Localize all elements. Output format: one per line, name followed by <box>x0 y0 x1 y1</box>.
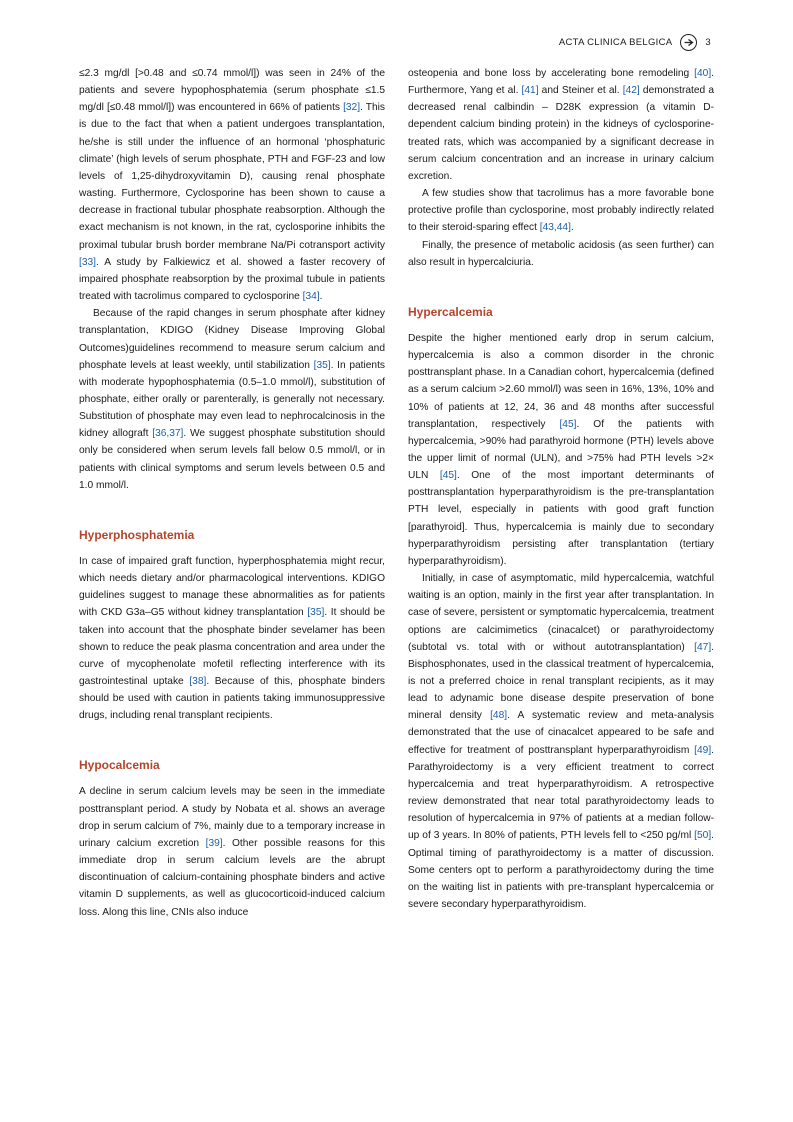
citation-link[interactable]: [36,37] <box>152 428 184 440</box>
paragraph-text: . Of the patients with hypercalcemia, >90% had parathyroid hormone (PTH) levels above the upper limit of normal (ULN), and >75% had PTH levels >2× ULN <box>408 418 714 482</box>
paragraph-text: . Bisphosphonates, used in the classical treatment of hypercalcemia, is not a preferred choice in renal transplant recipients, as it may lead to adynamic bone disease despite preservation of bone mineral density <box>408 641 714 722</box>
citation-link[interactable]: [47] <box>694 641 712 653</box>
paragraph <box>408 570 714 913</box>
paragraph-text: Finally, the presence of metabolic acidosis (as seen further) can also result in hypercalciuria. <box>408 239 714 268</box>
right-column <box>408 65 714 913</box>
section-heading-hypercalcemia: Hypercalcemia <box>408 304 493 319</box>
citation-link[interactable]: [41] <box>521 85 539 97</box>
paragraph-text: Initially, in case of asymptomatic, mild hypercalcemia, watchful waiting is an option, mainly in the first year after transplantation. In case of severe, persistent or symptomatic hypercalcemia, treatment options are calcimimetics (cinacalcet) or parathyroidectomy (subtotal vs. total with or without autotransplantation) <box>408 573 714 653</box>
paragraph-text: In case of impaired graft function, hyperphosphatemia might recur, which needs dietary and/or pharmacological interventions. KDIGO guidelines suggest to manage these abnormalities as for patients with CKD G3a–G5 without kidney transplantation <box>79 555 385 619</box>
citation-link[interactable]: [42] <box>622 85 640 97</box>
citation-link[interactable]: [34] <box>302 291 320 303</box>
paragraph-text: . Parathyroidectomy is a very efficient treatment to correct hypercalcemia and treat hyperparathyroidism. A retrospective review demonstrated that near total parathyroidectomy leads to resolution of hypercalcemia in 97% of patients at a median follow-up of 3 years. In 80% of patients, PTH levels fell to <250 pg/ml <box>408 744 714 842</box>
paragraph-text: A few studies show that tacrolimus has a more favorable bone protective profile than cyclosporine, most probably indirectly related to their steroid-sparing effect <box>408 188 714 234</box>
paragraph-text: . We suggest phosphate substitution should only be considered when serum levels fall below 0.5 mmol/l, or in patients with clinical symptoms and serum levels between 0.5 and 1.0 mmol/l. <box>79 428 385 491</box>
citation-link[interactable]: [49] <box>694 744 712 756</box>
citation-link[interactable]: [32] <box>343 102 361 114</box>
journal-logo-icon <box>680 34 697 51</box>
citation-link[interactable]: [38] <box>189 676 207 687</box>
paragraph <box>79 553 385 725</box>
citation-link[interactable]: [45] <box>439 470 457 482</box>
section-heading-hyperphosphatemia: Hyperphosphatemia <box>79 527 195 542</box>
left-column <box>79 65 385 921</box>
paragraph-text: . A study by Falkiewicz et al. showed a faster recovery of impaired phosphate reabsorption by the proximal tubule in patients treated with tacrolimus compared to cyclosporine <box>79 256 385 303</box>
paragraph-text: . A systematic review and meta-analysis demonstrated that the use of cinacalcet appeared to be safe and effective for treatment of posttransplant hyperparathyroidism <box>408 710 714 756</box>
citation-link[interactable]: [50] <box>694 830 712 842</box>
paragraph <box>408 330 714 570</box>
paragraph <box>408 237 714 271</box>
paragraph-text: Because of the rapid changes in serum phosphate after kidney transplantation, KDIGO (Kidney Disease Improving Global Outcomes)guidelines recommend to measure serum calcium and phosphate levels at least weekly, until stabilization <box>79 308 385 371</box>
paragraph-text: ≤2.3 mg/dl [>0.48 and ≤0.74 mmol/l]) was seen in 24% of the patients and severe hypophosphatemia (serum phosphate ≤1.5 mg/dl [≤0.48 mmol/l]) was encountered in 66% of patients <box>79 68 385 114</box>
citation-link[interactable]: [35] <box>307 607 325 619</box>
paragraph-text: A decline in serum calcium levels may be seen in the immediate posttransplant period. A study by Nobata et al. shows an average drop in serum calcium of 7%, mainly due to a temporary increase in urinary calcium excretion <box>79 786 385 849</box>
paragraph-text: . Furthermore, Yang et al. <box>408 68 714 97</box>
page-number: 3 <box>705 37 711 48</box>
paragraph-text: . One of the most important determinants of posttransplantation hyperparathyroidism is the pre-transplantation PTH level, especially in patients with good graft function [parathyroid]. Thus, hypercalcemia is mainly due to secondary hyperparathyroidism persisting after transplantation (tertiary hyperparathyroidism). <box>408 470 714 567</box>
paragraph <box>79 783 385 920</box>
paragraph-text: and Steiner et al. <box>538 85 623 97</box>
citation-link[interactable]: [33] <box>79 256 96 268</box>
paragraph-text: osteopenia and bone loss by accelerating bone remodeling <box>408 68 695 79</box>
paragraph-text: . Other possible reasons for this immediate drop in serum calcium levels are the abrupt discontinuation of calcium-containing phosphate binders and active vitamin D supplements, as well as glucocorticoid-induced calcium loss. Along this line, CNIs also induce <box>79 837 386 918</box>
paragraph-text: . In patients with moderate hypophosphatemia (0.5–1.0 mmol/l), substitution of phosphate, either orally or parenterally, is generally not necessary. Substitution of phosphate may even lead to nephrocalcinosis in the kidney allograft <box>79 359 385 440</box>
paragraph <box>79 65 385 305</box>
citation-link[interactable]: [48] <box>490 710 508 722</box>
citation-link[interactable]: [45] <box>559 418 577 430</box>
citation-link[interactable]: [39] <box>205 837 223 849</box>
paragraph-text: . <box>319 291 323 303</box>
journal-title: ACTA CLINICA BELGICA <box>558 37 673 48</box>
citation-link[interactable]: [35] <box>313 359 331 371</box>
citation-link[interactable]: [40] <box>694 68 712 79</box>
paragraph <box>408 65 714 185</box>
paragraph-text: Despite the higher mentioned early drop in serum calcium, hypercalcemia is also a common disorder in the chronic posttransplant phase. In a Canadian cohort, hypercalcemia (defined as a serum calcium >2.60 mmol/l) was seen in 16%, 13%, 10% and 10% of patients at 12, 24, 36 and 48 months after successful transplantation, respectively <box>408 332 714 430</box>
paragraph-text: . Optimal timing of parathyroidectomy is a matter of discussion. Some centers opt to perform a parathyroidectomy during the time on the waiting list in patients with pre-transplant hypercalcemia or severe secondary hyperparathyroidism. <box>408 830 714 911</box>
citation-link[interactable]: [43,44] <box>539 222 571 234</box>
paragraph <box>79 305 385 494</box>
paragraph-text: . It should be taken into account that the phosphate binder sevelamer has been shown to reduce the peak plasma concentration and area under the curve of mycophenolate mofetil reflecting interference with its gastrointestinal uptake <box>79 607 385 687</box>
paragraph-text: . Because of this, phosphate binders should be used with caution in patients taking immunosuppressive drugs, including renal transplant recipients. <box>79 676 385 722</box>
paragraph-text: demonstrated a decreased renal calbindin – D28K expression (a vitamin D-dependent calcium binding protein) in the kidneys of cyclosporine-treated rats, which was accompanied by a significant decrease in serum calcium concentration and an increase in urinary calcium excretion. <box>408 85 714 182</box>
paragraph-text: . This is due to the fact that when a patient undergoes transplantation, he/she is still under the influence of an hormonal ‘phosphaturic climate’ (high levels of serum phosphate, PTH and FGF-23 and low levels of 1,25-dihydroxyvitamin D), causing renal phosphate wasting. Furthermore, Cyclosporine has been shown to cause a decrease in fractional tubular phosphate reabsorption. Although the exact mechanism is not known, in the rat, cyclosporine inhibits the proximal tubular brush border membrane Na/Pi cotransport activity <box>79 102 386 251</box>
paragraph-text: . <box>570 222 574 234</box>
section-heading-hypocalcemia: Hypocalcemia <box>79 758 160 773</box>
paragraph <box>408 185 714 236</box>
running-header <box>559 34 711 51</box>
